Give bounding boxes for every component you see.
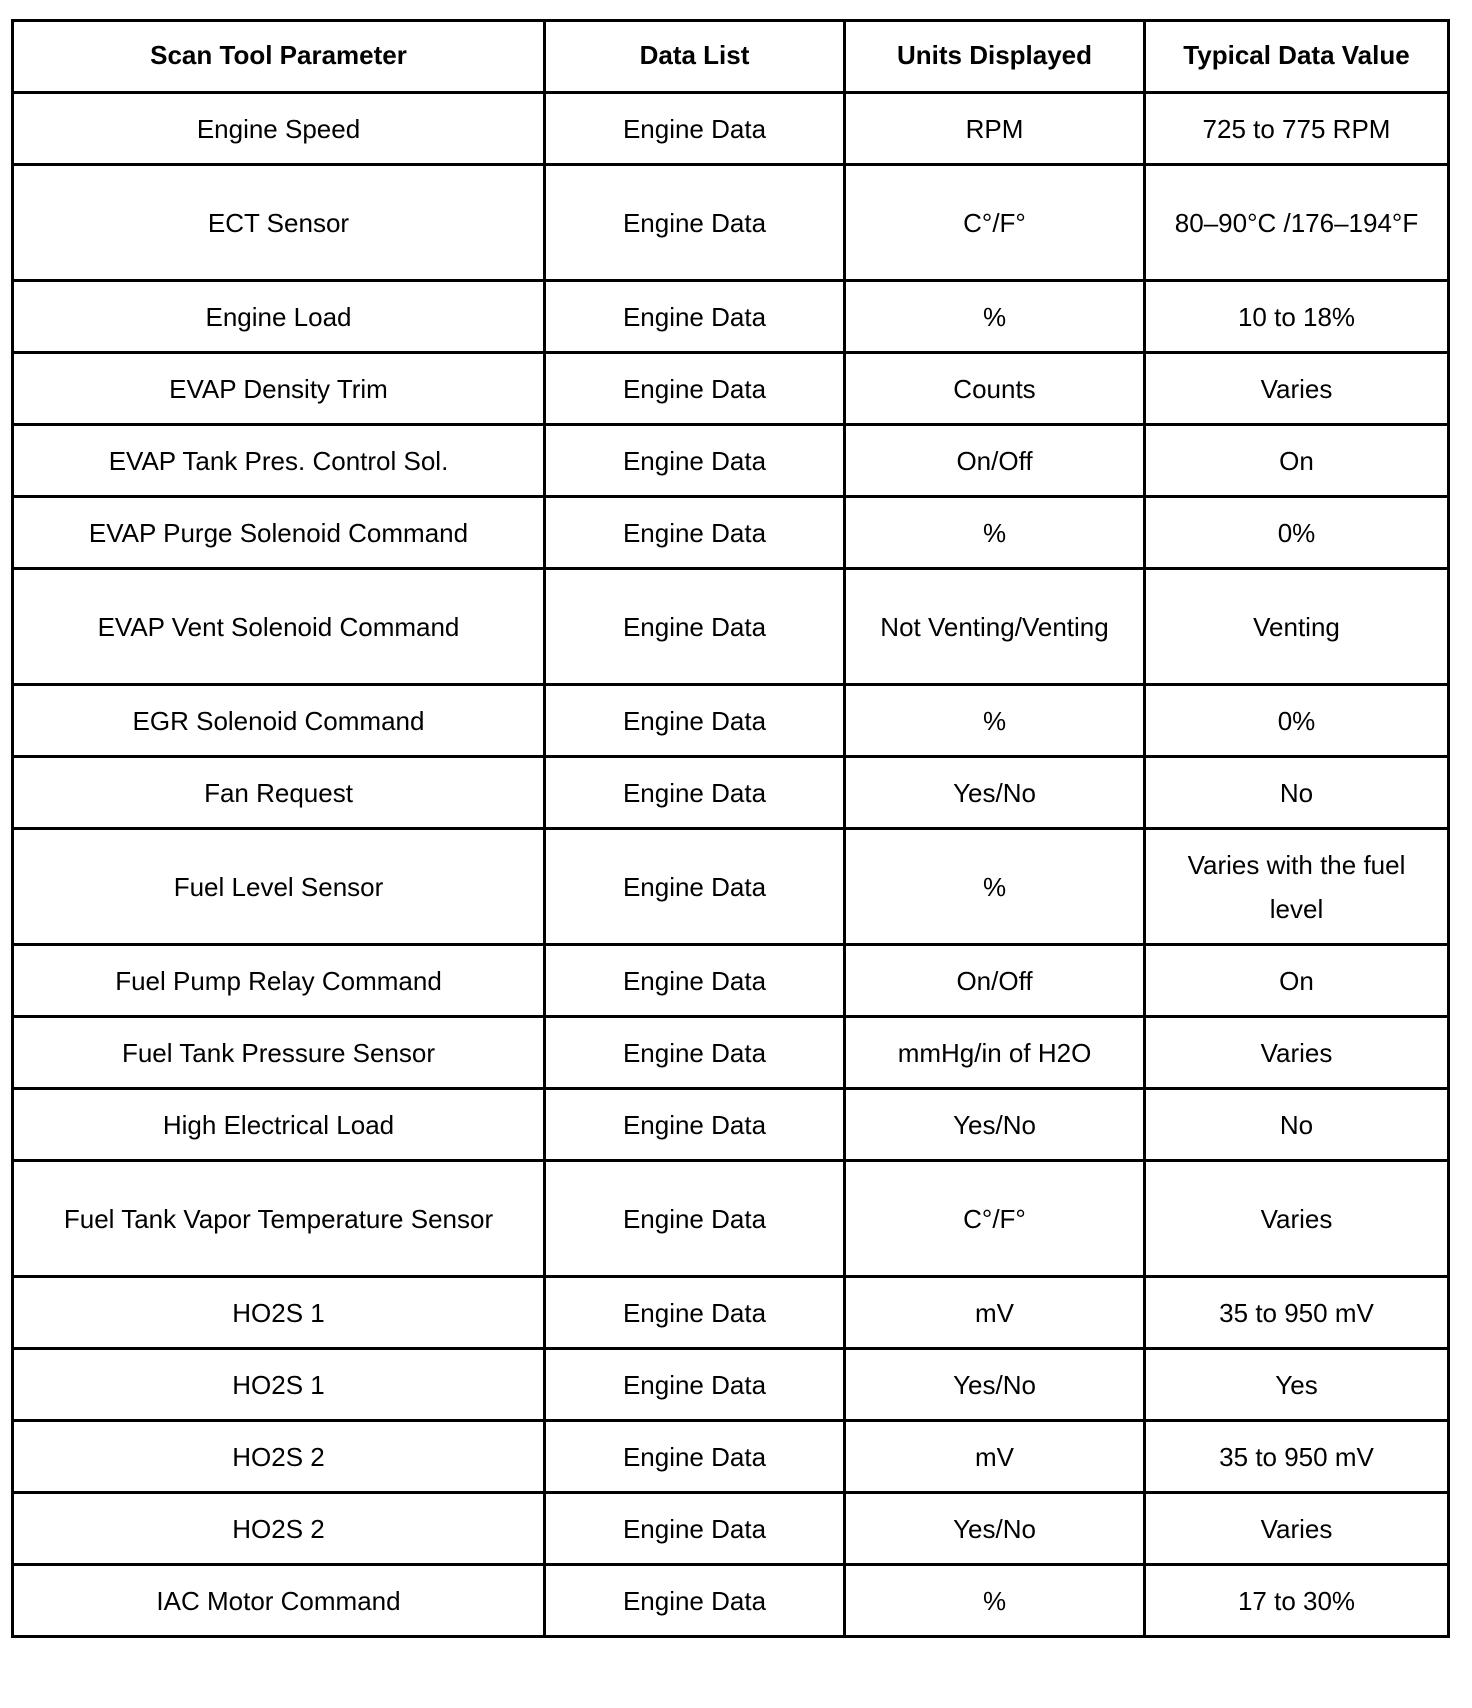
- cell-typical-value: Varies with the fuel level: [1145, 829, 1449, 945]
- cell-typical-value: 17 to 30%: [1145, 1565, 1449, 1637]
- cell-typical-value: Varies: [1145, 1017, 1449, 1089]
- cell-data-list: Engine Data: [545, 945, 845, 1017]
- header-units-displayed: Units Displayed: [845, 21, 1145, 93]
- cell-data-list: Engine Data: [545, 93, 845, 165]
- cell-units: %: [845, 685, 1145, 757]
- cell-units: Yes/No: [845, 1493, 1145, 1565]
- cell-data-list: Engine Data: [545, 685, 845, 757]
- cell-data-list: Engine Data: [545, 569, 845, 685]
- table-row: [13, 1017, 1449, 1089]
- cell-units: Yes/No: [845, 1089, 1145, 1161]
- cell-parameter: Fan Request: [13, 757, 545, 829]
- cell-parameter: HO2S 1: [13, 1277, 545, 1349]
- cell-data-list: Engine Data: [545, 757, 845, 829]
- cell-data-list: Engine Data: [545, 1349, 845, 1421]
- cell-parameter: EGR Solenoid Command: [13, 685, 545, 757]
- cell-units: %: [845, 1565, 1145, 1637]
- cell-parameter: Engine Load: [13, 281, 545, 353]
- cell-parameter: High Electrical Load: [13, 1089, 545, 1161]
- table-row: [13, 497, 1449, 569]
- cell-parameter: EVAP Vent Solenoid Command: [13, 569, 545, 685]
- table-header: [13, 21, 1449, 93]
- cell-data-list: Engine Data: [545, 165, 845, 281]
- cell-parameter: EVAP Density Trim: [13, 353, 545, 425]
- cell-units: Yes/No: [845, 1349, 1145, 1421]
- cell-parameter: Engine Speed: [13, 93, 545, 165]
- cell-units: %: [845, 497, 1145, 569]
- table-row: [13, 1161, 1449, 1277]
- cell-data-list: Engine Data: [545, 1017, 845, 1089]
- table-row: [13, 1565, 1449, 1637]
- cell-typical-value: On: [1145, 945, 1449, 1017]
- cell-typical-value: 0%: [1145, 497, 1449, 569]
- cell-typical-value: 35 to 950 mV: [1145, 1421, 1449, 1493]
- cell-data-list: Engine Data: [545, 829, 845, 945]
- header-typical-data-value: Typical Data Value: [1145, 21, 1449, 93]
- table-row: [13, 1421, 1449, 1493]
- cell-data-list: Engine Data: [545, 1161, 845, 1277]
- cell-parameter: Fuel Tank Pressure Sensor: [13, 1017, 545, 1089]
- cell-typical-value: No: [1145, 757, 1449, 829]
- table-row: [13, 945, 1449, 1017]
- table-row: [13, 1349, 1449, 1421]
- cell-data-list: Engine Data: [545, 281, 845, 353]
- header-row: [13, 21, 1449, 93]
- cell-data-list: Engine Data: [545, 1565, 845, 1637]
- scan-tool-data-table: [11, 19, 1450, 1638]
- cell-parameter: EVAP Purge Solenoid Command: [13, 497, 545, 569]
- cell-parameter: Fuel Pump Relay Command: [13, 945, 545, 1017]
- table-body: [13, 93, 1449, 1637]
- cell-typical-value: Varies: [1145, 353, 1449, 425]
- cell-units: On/Off: [845, 425, 1145, 497]
- table-row: [13, 353, 1449, 425]
- table-row: [13, 93, 1449, 165]
- table-row: [13, 685, 1449, 757]
- cell-parameter: HO2S 1: [13, 1349, 545, 1421]
- cell-data-list: Engine Data: [545, 1493, 845, 1565]
- scan-tool-data-table-container: [11, 19, 1447, 1638]
- cell-parameter: ECT Sensor: [13, 165, 545, 281]
- cell-units: C°/F°: [845, 165, 1145, 281]
- table-row: [13, 1493, 1449, 1565]
- table-row: [13, 569, 1449, 685]
- cell-data-list: Engine Data: [545, 1089, 845, 1161]
- cell-units: mV: [845, 1421, 1145, 1493]
- cell-parameter: Fuel Level Sensor: [13, 829, 545, 945]
- cell-units: On/Off: [845, 945, 1145, 1017]
- table-row: [13, 1089, 1449, 1161]
- table-row: [13, 281, 1449, 353]
- cell-units: Yes/No: [845, 757, 1145, 829]
- cell-parameter: Fuel Tank Vapor Temperature Sensor: [13, 1161, 545, 1277]
- cell-typical-value: Varies: [1145, 1493, 1449, 1565]
- table-row: [13, 757, 1449, 829]
- cell-parameter: HO2S 2: [13, 1493, 545, 1565]
- table-row: [13, 425, 1449, 497]
- cell-parameter: HO2S 2: [13, 1421, 545, 1493]
- cell-typical-value: 725 to 775 RPM: [1145, 93, 1449, 165]
- cell-parameter: EVAP Tank Pres. Control Sol.: [13, 425, 545, 497]
- header-scan-tool-parameter: Scan Tool Parameter: [13, 21, 545, 93]
- cell-typical-value: Venting: [1145, 569, 1449, 685]
- table-row: [13, 829, 1449, 945]
- cell-units: RPM: [845, 93, 1145, 165]
- cell-data-list: Engine Data: [545, 1421, 845, 1493]
- cell-typical-value: Yes: [1145, 1349, 1449, 1421]
- cell-data-list: Engine Data: [545, 425, 845, 497]
- cell-typical-value: Varies: [1145, 1161, 1449, 1277]
- cell-typical-value: 10 to 18%: [1145, 281, 1449, 353]
- cell-typical-value: No: [1145, 1089, 1449, 1161]
- cell-data-list: Engine Data: [545, 1277, 845, 1349]
- cell-typical-value: 0%: [1145, 685, 1449, 757]
- cell-typical-value: 80–90°C /176–194°F: [1145, 165, 1449, 281]
- cell-units: C°/F°: [845, 1161, 1145, 1277]
- cell-typical-value: 35 to 950 mV: [1145, 1277, 1449, 1349]
- cell-units: Not Venting/Venting: [845, 569, 1145, 685]
- cell-parameter: IAC Motor Command: [13, 1565, 545, 1637]
- header-data-list: Data List: [545, 21, 845, 93]
- cell-units: %: [845, 281, 1145, 353]
- cell-units: Counts: [845, 353, 1145, 425]
- cell-data-list: Engine Data: [545, 353, 845, 425]
- table-row: [13, 1277, 1449, 1349]
- cell-data-list: Engine Data: [545, 497, 845, 569]
- cell-units: mV: [845, 1277, 1145, 1349]
- table-row: [13, 165, 1449, 281]
- cell-units: mmHg/in of H2O: [845, 1017, 1145, 1089]
- cell-typical-value: On: [1145, 425, 1449, 497]
- cell-units: %: [845, 829, 1145, 945]
